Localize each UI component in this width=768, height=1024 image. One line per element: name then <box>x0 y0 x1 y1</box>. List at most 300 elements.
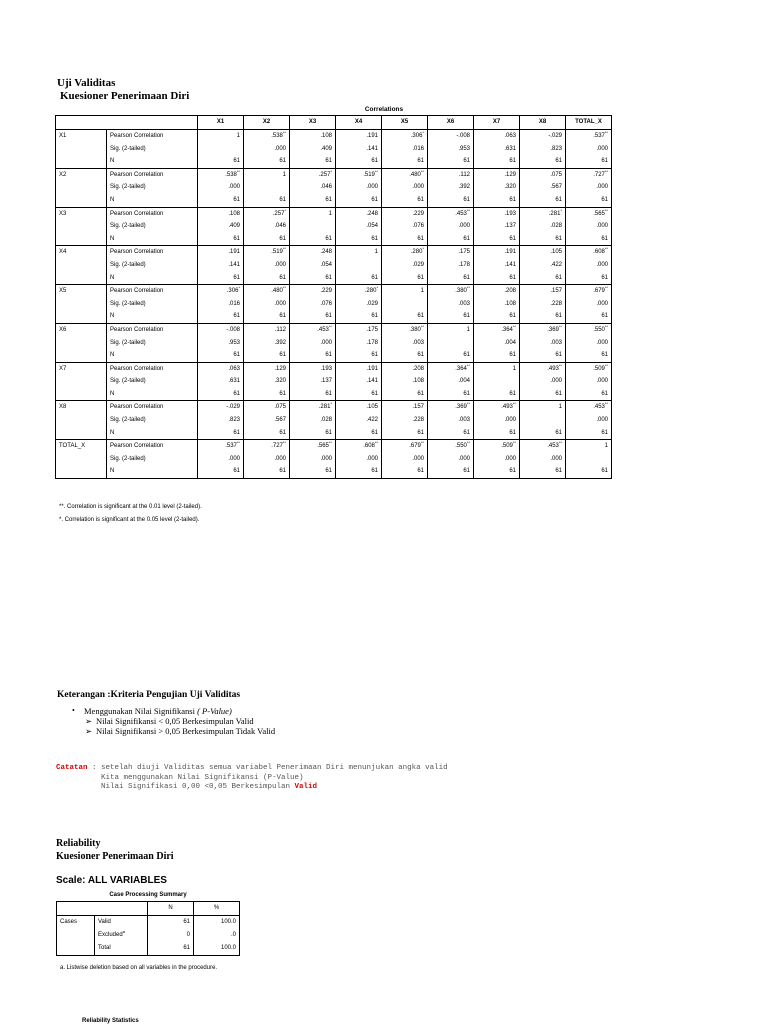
cps-column-header: % <box>194 902 240 916</box>
correlation-cell: 61 <box>244 388 290 401</box>
correlation-cell: .509** <box>566 362 612 375</box>
correlation-cell: 61 <box>244 310 290 323</box>
correlation-cell: 61 <box>382 272 428 285</box>
correlation-cell: 1 <box>290 207 336 220</box>
correlation-cell: 1 <box>382 285 428 298</box>
correlation-cell: .105 <box>520 246 566 259</box>
correlation-cell: .075 <box>244 401 290 414</box>
statistic-label: Sig. (2-tailed) <box>107 181 198 194</box>
correlation-cell: .016 <box>382 143 428 156</box>
correlation-cell: -.008 <box>198 323 244 336</box>
statistic-label: Sig. (2-tailed) <box>107 220 198 233</box>
statistic-label: N <box>107 194 198 207</box>
correlation-cell: .565** <box>566 207 612 220</box>
correlation-cell: .565** <box>290 440 336 453</box>
variable-label <box>56 388 107 401</box>
correlation-cell: .137 <box>474 220 520 233</box>
correlations-table <box>55 115 612 479</box>
correlation-cell: .208 <box>474 285 520 298</box>
cps-column-header: N <box>148 902 194 916</box>
correlation-cell: .000 <box>566 181 612 194</box>
correlation-cell: 61 <box>566 349 612 362</box>
correlation-cell: .000 <box>290 453 336 466</box>
correlation-cell: .000 <box>566 259 612 272</box>
correlation-cell: 61 <box>474 349 520 362</box>
correlation-cell: .306* <box>382 130 428 143</box>
column-header: X2 <box>244 116 290 130</box>
variable-label <box>56 465 107 478</box>
correlation-cell: 1 <box>244 168 290 181</box>
variable-label: X3 <box>56 207 107 220</box>
footnote-001-level: **. Correlation is significant at the 0.01 level (2-tailed). <box>59 504 202 510</box>
correlation-cell <box>198 143 244 156</box>
correlation-cell: .029 <box>382 259 428 272</box>
statistic-label: Pearson Correlation <box>107 207 198 220</box>
correlation-cell <box>244 181 290 194</box>
variable-label: X1 <box>56 130 107 143</box>
note-label: Catatan <box>56 764 88 772</box>
correlation-cell: 61 <box>336 194 382 207</box>
correlation-cell: .000 <box>566 143 612 156</box>
correlation-cell: .000 <box>198 181 244 194</box>
correlation-cell: 61 <box>244 155 290 168</box>
note-block: Catatan : setelah diuji Validitas semua variabel Penerimaan Diri menunjukan angka valid Kita menggunakan Nilai Signifikansi (P-Value) Nilai Signifikasi 0,00 <0,05 Berkesimpulan Valid <box>56 764 448 791</box>
correlation-cell: .000 <box>474 453 520 466</box>
correlation-cell: 61 <box>520 427 566 440</box>
correlation-cell: 61 <box>336 310 382 323</box>
variable-label <box>56 375 107 388</box>
correlations-row <box>56 207 612 220</box>
column-header: X1 <box>198 116 244 130</box>
statistic-label: Sig. (2-tailed) <box>107 337 198 350</box>
correlation-cell: .003 <box>428 414 474 427</box>
correlation-cell: .953 <box>198 337 244 350</box>
scale-label: Scale: ALL VARIABLES <box>56 875 167 886</box>
header-blank <box>56 116 198 130</box>
correlation-cell <box>428 337 474 350</box>
correlation-cell: .191 <box>336 362 382 375</box>
correlation-cell: 61 <box>382 155 428 168</box>
correlation-cell: 61 <box>474 272 520 285</box>
correlation-cell: .823 <box>520 143 566 156</box>
correlation-cell: .000 <box>244 143 290 156</box>
correlation-cell: 61 <box>198 233 244 246</box>
statistic-label: N <box>107 233 198 246</box>
correlations-row <box>56 323 612 336</box>
correlation-cell: .046 <box>290 181 336 194</box>
correlation-cell: .016 <box>198 298 244 311</box>
correlations-row <box>56 285 612 298</box>
correlation-cell: -.029 <box>198 401 244 414</box>
reliability-title: Reliability <box>56 838 101 849</box>
statistic-label: Sig. (2-tailed) <box>107 259 198 272</box>
correlation-cell: .054 <box>290 259 336 272</box>
correlation-cell: .248 <box>336 207 382 220</box>
correlation-cell: 61 <box>244 272 290 285</box>
cps-row <box>57 929 240 942</box>
criteria-bullet: • Menggunakan Nilai Signifikansi ( P-Value) <box>72 706 275 716</box>
cps-row <box>57 942 240 956</box>
correlation-cell: 61 <box>474 194 520 207</box>
correlation-cell: 61 <box>382 194 428 207</box>
correlation-cell: 61 <box>244 233 290 246</box>
correlation-cell: .063 <box>474 130 520 143</box>
correlation-cell: .480** <box>244 285 290 298</box>
cps-n-cell: 61 <box>148 916 194 930</box>
correlation-cell: .129 <box>474 168 520 181</box>
variable-label: X2 <box>56 168 107 181</box>
correlation-cell: .392 <box>244 337 290 350</box>
correlation-cell: .228 <box>520 298 566 311</box>
correlation-cell: 61 <box>244 465 290 478</box>
correlation-cell: .105 <box>336 401 382 414</box>
correlation-cell: 61 <box>336 272 382 285</box>
correlation-cell: .076 <box>290 298 336 311</box>
correlation-cell: .000 <box>244 453 290 466</box>
correlation-cell: 61 <box>566 427 612 440</box>
correlation-cell: 61 <box>336 465 382 478</box>
correlation-cell: .229 <box>290 285 336 298</box>
correlations-row <box>56 298 612 311</box>
correlation-cell: 61 <box>290 155 336 168</box>
cps-row-label: Excluded$^a$ <box>95 929 148 942</box>
correlations-header-row <box>56 116 612 130</box>
statistic-label: Sig. (2-tailed) <box>107 414 198 427</box>
correlation-cell: .727** <box>244 440 290 453</box>
section-title-validity: Uji Validitas <box>57 77 116 89</box>
correlation-cell: 61 <box>382 310 428 323</box>
correlation-cell: .028 <box>520 220 566 233</box>
column-header: X5 <box>382 116 428 130</box>
correlation-cell: .453** <box>290 323 336 336</box>
correlation-cell: 61 <box>290 310 336 323</box>
correlation-cell: .000 <box>566 337 612 350</box>
variable-label: X6 <box>56 323 107 336</box>
correlations-row <box>56 143 612 156</box>
correlation-cell: .076 <box>382 220 428 233</box>
correlation-cell: .108 <box>474 298 520 311</box>
case-processing-footnote: a. Listwise deletion based on all variables in the procedure. <box>60 965 218 971</box>
correlation-cell: 61 <box>198 310 244 323</box>
correlations-row <box>56 130 612 143</box>
correlation-cell: .191 <box>198 246 244 259</box>
cps-n-cell: 0 <box>148 929 194 942</box>
correlation-cell: 61 <box>474 465 520 478</box>
correlation-cell: 61 <box>474 310 520 323</box>
correlation-cell: 61 <box>566 194 612 207</box>
correlation-cell: 61 <box>428 310 474 323</box>
correlation-cell: .108 <box>198 207 244 220</box>
variable-label <box>56 259 107 272</box>
correlation-cell: .550** <box>428 440 474 453</box>
variable-label: TOTAL_X <box>56 440 107 453</box>
variable-label <box>56 181 107 194</box>
correlation-cell: 61 <box>566 465 612 478</box>
correlation-cell: .000 <box>382 181 428 194</box>
statistic-label: Pearson Correlation <box>107 323 198 336</box>
variable-label <box>56 337 107 350</box>
statistic-label: Pearson Correlation <box>107 168 198 181</box>
cps-row-label: Total <box>95 942 148 956</box>
variable-label <box>56 427 107 440</box>
variable-label <box>56 310 107 323</box>
correlations-row <box>56 220 612 233</box>
correlation-cell: 61 <box>198 155 244 168</box>
correlation-cell: 61 <box>428 272 474 285</box>
correlation-cell: .178 <box>428 259 474 272</box>
variable-label: X8 <box>56 401 107 414</box>
correlation-cell <box>290 220 336 233</box>
arrow-bullet-icon: ➢ <box>85 716 93 726</box>
correlation-cell: 61 <box>198 194 244 207</box>
cps-pct-cell: 100.0 <box>194 916 240 930</box>
column-header: X4 <box>336 116 382 130</box>
variable-label <box>56 349 107 362</box>
reliability-subtitle: Kuesioner Penerimaan Diri <box>56 851 174 862</box>
correlation-cell: .003 <box>520 337 566 350</box>
variable-label <box>56 272 107 285</box>
correlation-cell: .364** <box>428 362 474 375</box>
correlations-row <box>56 427 612 440</box>
correlation-cell: 61 <box>336 155 382 168</box>
correlation-cell: .320 <box>474 181 520 194</box>
correlation-cell: .679** <box>382 440 428 453</box>
correlation-cell: .509** <box>474 440 520 453</box>
statistic-label: Pearson Correlation <box>107 440 198 453</box>
correlation-cell: .193 <box>290 362 336 375</box>
arrow-bullet-icon: ➢ <box>85 726 93 736</box>
correlation-cell: .000 <box>566 375 612 388</box>
statistic-label: Pearson Correlation <box>107 285 198 298</box>
correlation-cell: 61 <box>198 465 244 478</box>
correlation-cell: .000 <box>290 337 336 350</box>
correlation-cell <box>336 259 382 272</box>
correlation-cell: .257* <box>244 207 290 220</box>
correlation-cell: 61 <box>244 194 290 207</box>
correlation-cell: .280* <box>382 246 428 259</box>
correlation-cell: .608** <box>336 440 382 453</box>
correlation-cell: .608** <box>566 246 612 259</box>
correlation-cell: .129 <box>244 362 290 375</box>
correlation-cell <box>520 414 566 427</box>
correlation-cell <box>566 453 612 466</box>
correlation-cell: 61 <box>382 465 428 478</box>
correlation-cell: 61 <box>474 233 520 246</box>
statistic-label: N <box>107 272 198 285</box>
correlations-row <box>56 194 612 207</box>
correlation-cell: 61 <box>336 349 382 362</box>
correlation-cell: 61 <box>520 194 566 207</box>
valid-word: Valid <box>294 783 318 791</box>
correlations-row <box>56 388 612 401</box>
statistic-label: N <box>107 155 198 168</box>
column-header: X3 <box>290 116 336 130</box>
correlation-cell: 61 <box>474 155 520 168</box>
correlation-cell: .306* <box>198 285 244 298</box>
correlation-cell: 1 <box>198 130 244 143</box>
correlation-cell: 61 <box>428 194 474 207</box>
variable-label <box>56 298 107 311</box>
variable-label <box>56 414 107 427</box>
correlation-cell: .000 <box>198 453 244 466</box>
correlation-cell: .193 <box>474 207 520 220</box>
variable-label <box>56 143 107 156</box>
statistic-label: N <box>107 388 198 401</box>
correlation-cell: .112 <box>244 323 290 336</box>
statistic-label: Pearson Correlation <box>107 130 198 143</box>
correlation-cell: .953 <box>428 143 474 156</box>
correlation-cell: 61 <box>198 349 244 362</box>
correlation-cell: 61 <box>566 155 612 168</box>
correlation-cell: 61 <box>198 388 244 401</box>
correlations-row <box>56 155 612 168</box>
correlation-cell: .631 <box>198 375 244 388</box>
correlation-cell: .028 <box>290 414 336 427</box>
correlation-cell: 61 <box>520 388 566 401</box>
correlations-row <box>56 349 612 362</box>
footnote-005-level: *. Correlation is significant at the 0.05 level (2-tailed). <box>59 517 200 523</box>
correlation-cell: .369** <box>428 401 474 414</box>
correlations-caption: Correlations <box>364 106 404 113</box>
correlation-cell: .000 <box>474 414 520 427</box>
correlations-row <box>56 168 612 181</box>
correlation-cell: 61 <box>428 155 474 168</box>
correlation-cell: .567 <box>520 181 566 194</box>
correlations-row <box>56 233 612 246</box>
correlation-cell: .453** <box>566 401 612 414</box>
correlation-cell: -.029 <box>520 130 566 143</box>
correlation-cell: 61 <box>198 272 244 285</box>
correlation-cell: 61 <box>290 233 336 246</box>
correlation-cell: .493** <box>474 401 520 414</box>
correlation-cell: .320 <box>244 375 290 388</box>
cps-pct-cell: 100.0 <box>194 942 240 956</box>
correlation-cell: .157 <box>382 401 428 414</box>
correlation-cell: 61 <box>336 233 382 246</box>
cps-row <box>57 916 240 930</box>
correlation-cell: .000 <box>566 220 612 233</box>
correlation-cell: 61 <box>290 465 336 478</box>
correlation-cell: .380** <box>428 285 474 298</box>
correlations-row <box>56 272 612 285</box>
correlation-cell: .141 <box>336 143 382 156</box>
criteria-list <box>72 706 275 736</box>
variable-label <box>56 155 107 168</box>
correlation-cell: 61 <box>198 427 244 440</box>
correlation-cell: 61 <box>566 272 612 285</box>
correlation-cell: .000 <box>428 453 474 466</box>
statistic-label: Sig. (2-tailed) <box>107 453 198 466</box>
correlation-cell: 61 <box>566 233 612 246</box>
cps-group-label: Cases <box>57 916 95 930</box>
criteria-sub-valid: ➢ Nilai Signifikansi < 0,05 Berkesimpulan Valid <box>85 716 254 726</box>
correlation-cell: .108 <box>382 375 428 388</box>
correlations-row <box>56 465 612 478</box>
correlation-cell: .567 <box>244 414 290 427</box>
statistic-label: N <box>107 349 198 362</box>
correlation-cell <box>474 375 520 388</box>
correlation-cell: .538** <box>244 130 290 143</box>
correlation-cell: 1 <box>520 401 566 414</box>
correlation-cell: .054 <box>336 220 382 233</box>
correlation-cell: .823 <box>198 414 244 427</box>
correlation-cell: .029 <box>336 298 382 311</box>
correlation-cell: .175 <box>336 323 382 336</box>
variable-label <box>56 194 107 207</box>
correlations-row <box>56 362 612 375</box>
correlations-row <box>56 453 612 466</box>
correlation-cell: .000 <box>520 453 566 466</box>
correlation-cell: 61 <box>474 388 520 401</box>
correlation-cell: 61 <box>520 310 566 323</box>
correlation-cell: .191 <box>474 246 520 259</box>
variable-label <box>56 453 107 466</box>
correlation-cell: .380** <box>382 323 428 336</box>
correlation-cell: .229 <box>382 207 428 220</box>
correlation-cell: .004 <box>428 375 474 388</box>
correlation-cell: 61 <box>428 349 474 362</box>
correlation-cell: 61 <box>290 272 336 285</box>
correlation-cell: 61 <box>520 465 566 478</box>
correlation-cell: 61 <box>382 388 428 401</box>
column-header: TOTAL_X <box>566 116 612 130</box>
correlation-cell: .000 <box>520 375 566 388</box>
correlation-cell: 61 <box>336 388 382 401</box>
correlation-cell: .141 <box>474 259 520 272</box>
correlation-cell: .137 <box>290 375 336 388</box>
criteria-title: Keterangan :Kriteria Pengujian Uji Validitas <box>57 690 241 700</box>
correlation-cell: .075 <box>520 168 566 181</box>
correlation-cell: .208 <box>382 362 428 375</box>
correlation-cell: .519** <box>336 168 382 181</box>
correlations-row <box>56 181 612 194</box>
correlation-cell: .727** <box>566 168 612 181</box>
correlation-cell: .537** <box>566 130 612 143</box>
cps-pct-cell: .0 <box>194 929 240 942</box>
correlation-cell: .178 <box>336 337 382 350</box>
correlation-cell: 61 <box>520 233 566 246</box>
column-header: X8 <box>520 116 566 130</box>
correlation-cell: .000 <box>566 298 612 311</box>
correlation-cell: 61 <box>428 465 474 478</box>
header-blank <box>57 902 148 916</box>
correlation-cell: .141 <box>198 259 244 272</box>
correlations-row <box>56 246 612 259</box>
correlation-cell: 61 <box>520 155 566 168</box>
correlation-cell: 61 <box>566 310 612 323</box>
cps-header-row <box>57 902 240 916</box>
correlation-cell: .281* <box>520 207 566 220</box>
variable-label: X7 <box>56 362 107 375</box>
correlation-cell: 61 <box>336 427 382 440</box>
statistic-label: Pearson Correlation <box>107 401 198 414</box>
correlation-cell: .003 <box>428 298 474 311</box>
correlation-cell: 61 <box>290 349 336 362</box>
correlations-row <box>56 259 612 272</box>
correlation-cell: .000 <box>382 453 428 466</box>
correlation-cell: .003 <box>382 337 428 350</box>
correlation-cell: 61 <box>474 427 520 440</box>
reliability-statistics-caption: Reliability Statistics <box>82 1018 139 1024</box>
statistic-label: Sig. (2-tailed) <box>107 298 198 311</box>
correlation-cell: .257* <box>290 168 336 181</box>
column-header: X7 <box>474 116 520 130</box>
correlation-cell: .409 <box>290 143 336 156</box>
correlation-cell: 61 <box>382 233 428 246</box>
correlation-cell: 1 <box>336 246 382 259</box>
variable-label: X4 <box>56 246 107 259</box>
correlation-cell: .364** <box>474 323 520 336</box>
